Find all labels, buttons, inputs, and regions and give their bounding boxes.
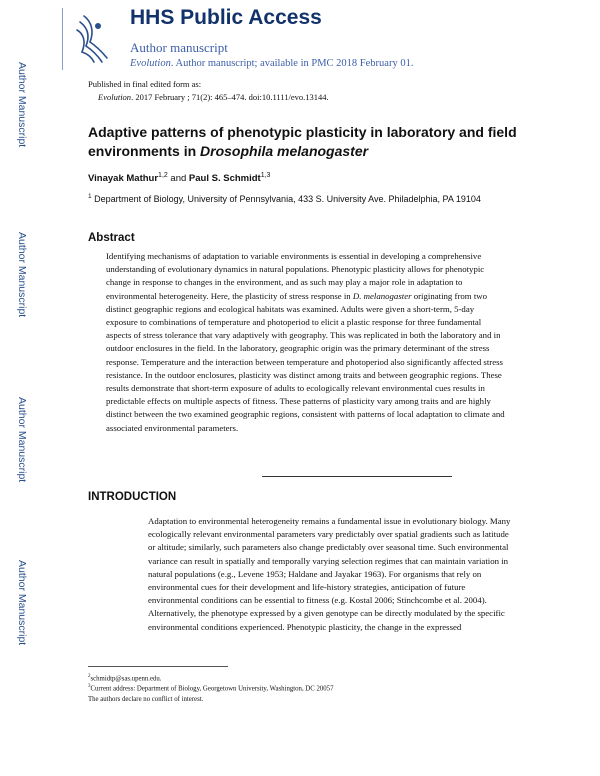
availability-line [130,58,413,69]
footnote-2-text: Current address: Department of Biology, Georgetown University, Washington, DC 20057 [90,685,334,693]
author-1-affiliations: 1,2 [158,172,168,179]
abstract-part-2: originating from two distinct geographic regions and ecological habitats was examined. Adults were given a short-term, 5-day exposure to combinations of temperature and photoperiod to elicit a plastic response for three fundamental aspects of stress tolerance that vary adaptively with geography. This was replicated in both the laboratory and in outdoor enclosures in the field. In the laboratory, geographic origin was the primary determinant of the stress response. Temperature and the interaction between temperature and photoperiod also significantly affected stress resistance. In the outdoor enclosures, plasticity was distinct among traits and between geographic regions. These results demonstrate that short-term exposure of adults to ecologically relevant environmental cues results in predictable effects on multiple aspects of fitness. These patterns of plasticity vary among traits and are highly distinct between the two examined geographic regions, consistent with patterns of local adaptation to climate and associated environmental parameters. [106,290,505,433]
hhs-title: HHS Public Access [130,6,322,29]
citation-details[interactable]: . 2017 February ; 71(2): 465–474. doi:10.1111/evo.13144. [131,92,329,102]
affiliation-number: 1 [88,193,92,200]
side-label-3: Author Manuscript [16,397,28,483]
citation-journal: Evolution [98,92,132,102]
abstract-part-1: Identifying mechanisms of adaptation to variable environments is essential in developing a comprehensive understanding of evolutionary dynamics in natural populations. Phenotypic plasticity allows for phenotypic change in response to changes in the environment, and as such may play a major role in adaptation to environmental heterogeneity. Here, the plasticity of stress response in [106,251,485,301]
author-list [88,172,270,184]
journal-name: Evolution [130,58,171,69]
footnote-1-email[interactable]: schmidtp@sas.upenn.edu. [90,675,162,683]
side-label-2: Author Manuscript [16,232,28,318]
article-title [88,123,518,161]
published-note: Published in final edited form as: [88,79,202,89]
author-2-affiliations: 1,3 [260,172,271,179]
abstract-heading: Abstract [88,232,135,244]
side-label-4: Author Manuscript [16,560,28,646]
citation-line [98,92,329,102]
introduction-body: Adaptation to environmental heterogeneity remains a fundamental issue in evolutionary biology. Many ecologically relevant environmental parameters vary predictably over spatial gradients such as latitude or altitude; similarly, such parameters also change predictably over seasonal time. Such environmental variance can result in spatially and temporally varying selection regimes that can maintain variation in natural populations (e.g., Levene 1953; Haldane and Jayakar 1963). For organisms that rely on environmental cues for their development and life-history strategies, anticipation of future environmental conditions can be essential to fitness (e.g. Kostal 2006; Stinchcombe et al. 2004). Alternatively, the phenotype expressed by a given genotype can be directly modulated by the specific environmental conditions experienced. Phenotypic plasticity, the change in the expressed [148,516,511,632]
affiliation [88,190,508,206]
header-divider [62,8,63,70]
author-manuscript-link[interactable]: Author manuscript [130,40,228,55]
article-title-species: Drosophila melanogaster [200,143,369,159]
abstract-divider [262,476,452,477]
footnote-divider [88,666,228,667]
author-1: Vinayak Mathur [88,173,159,185]
footnote-2 [88,684,333,692]
author-2: Paul S. Schmidt [188,173,261,185]
footnote-2-marker: 3 [88,684,91,689]
abstract-body [106,250,506,435]
availability-text: . Author manuscript; available in PMC 2018 February 01. [170,58,414,69]
introduction-heading: INTRODUCTION [88,491,177,503]
affiliation-text: Department of Biology, University of Pennsylvania, 433 S. University Ave. Philadelphia, PA 19104 [94,194,481,204]
footnote-1-marker: 2 [88,674,91,679]
footnote-3: The authors declare no conflict of interest. [88,696,204,703]
abstract-species: D. melanogaster [352,290,412,301]
article-title-main: Adaptive patterns of phenotypic plasticity in laboratory and field environments in [88,124,517,159]
footnote-1 [88,674,162,682]
author-conjunction: and [170,173,187,185]
side-label-1: Author Manuscript [16,62,28,148]
hhs-eagle-logo-icon [74,12,110,64]
